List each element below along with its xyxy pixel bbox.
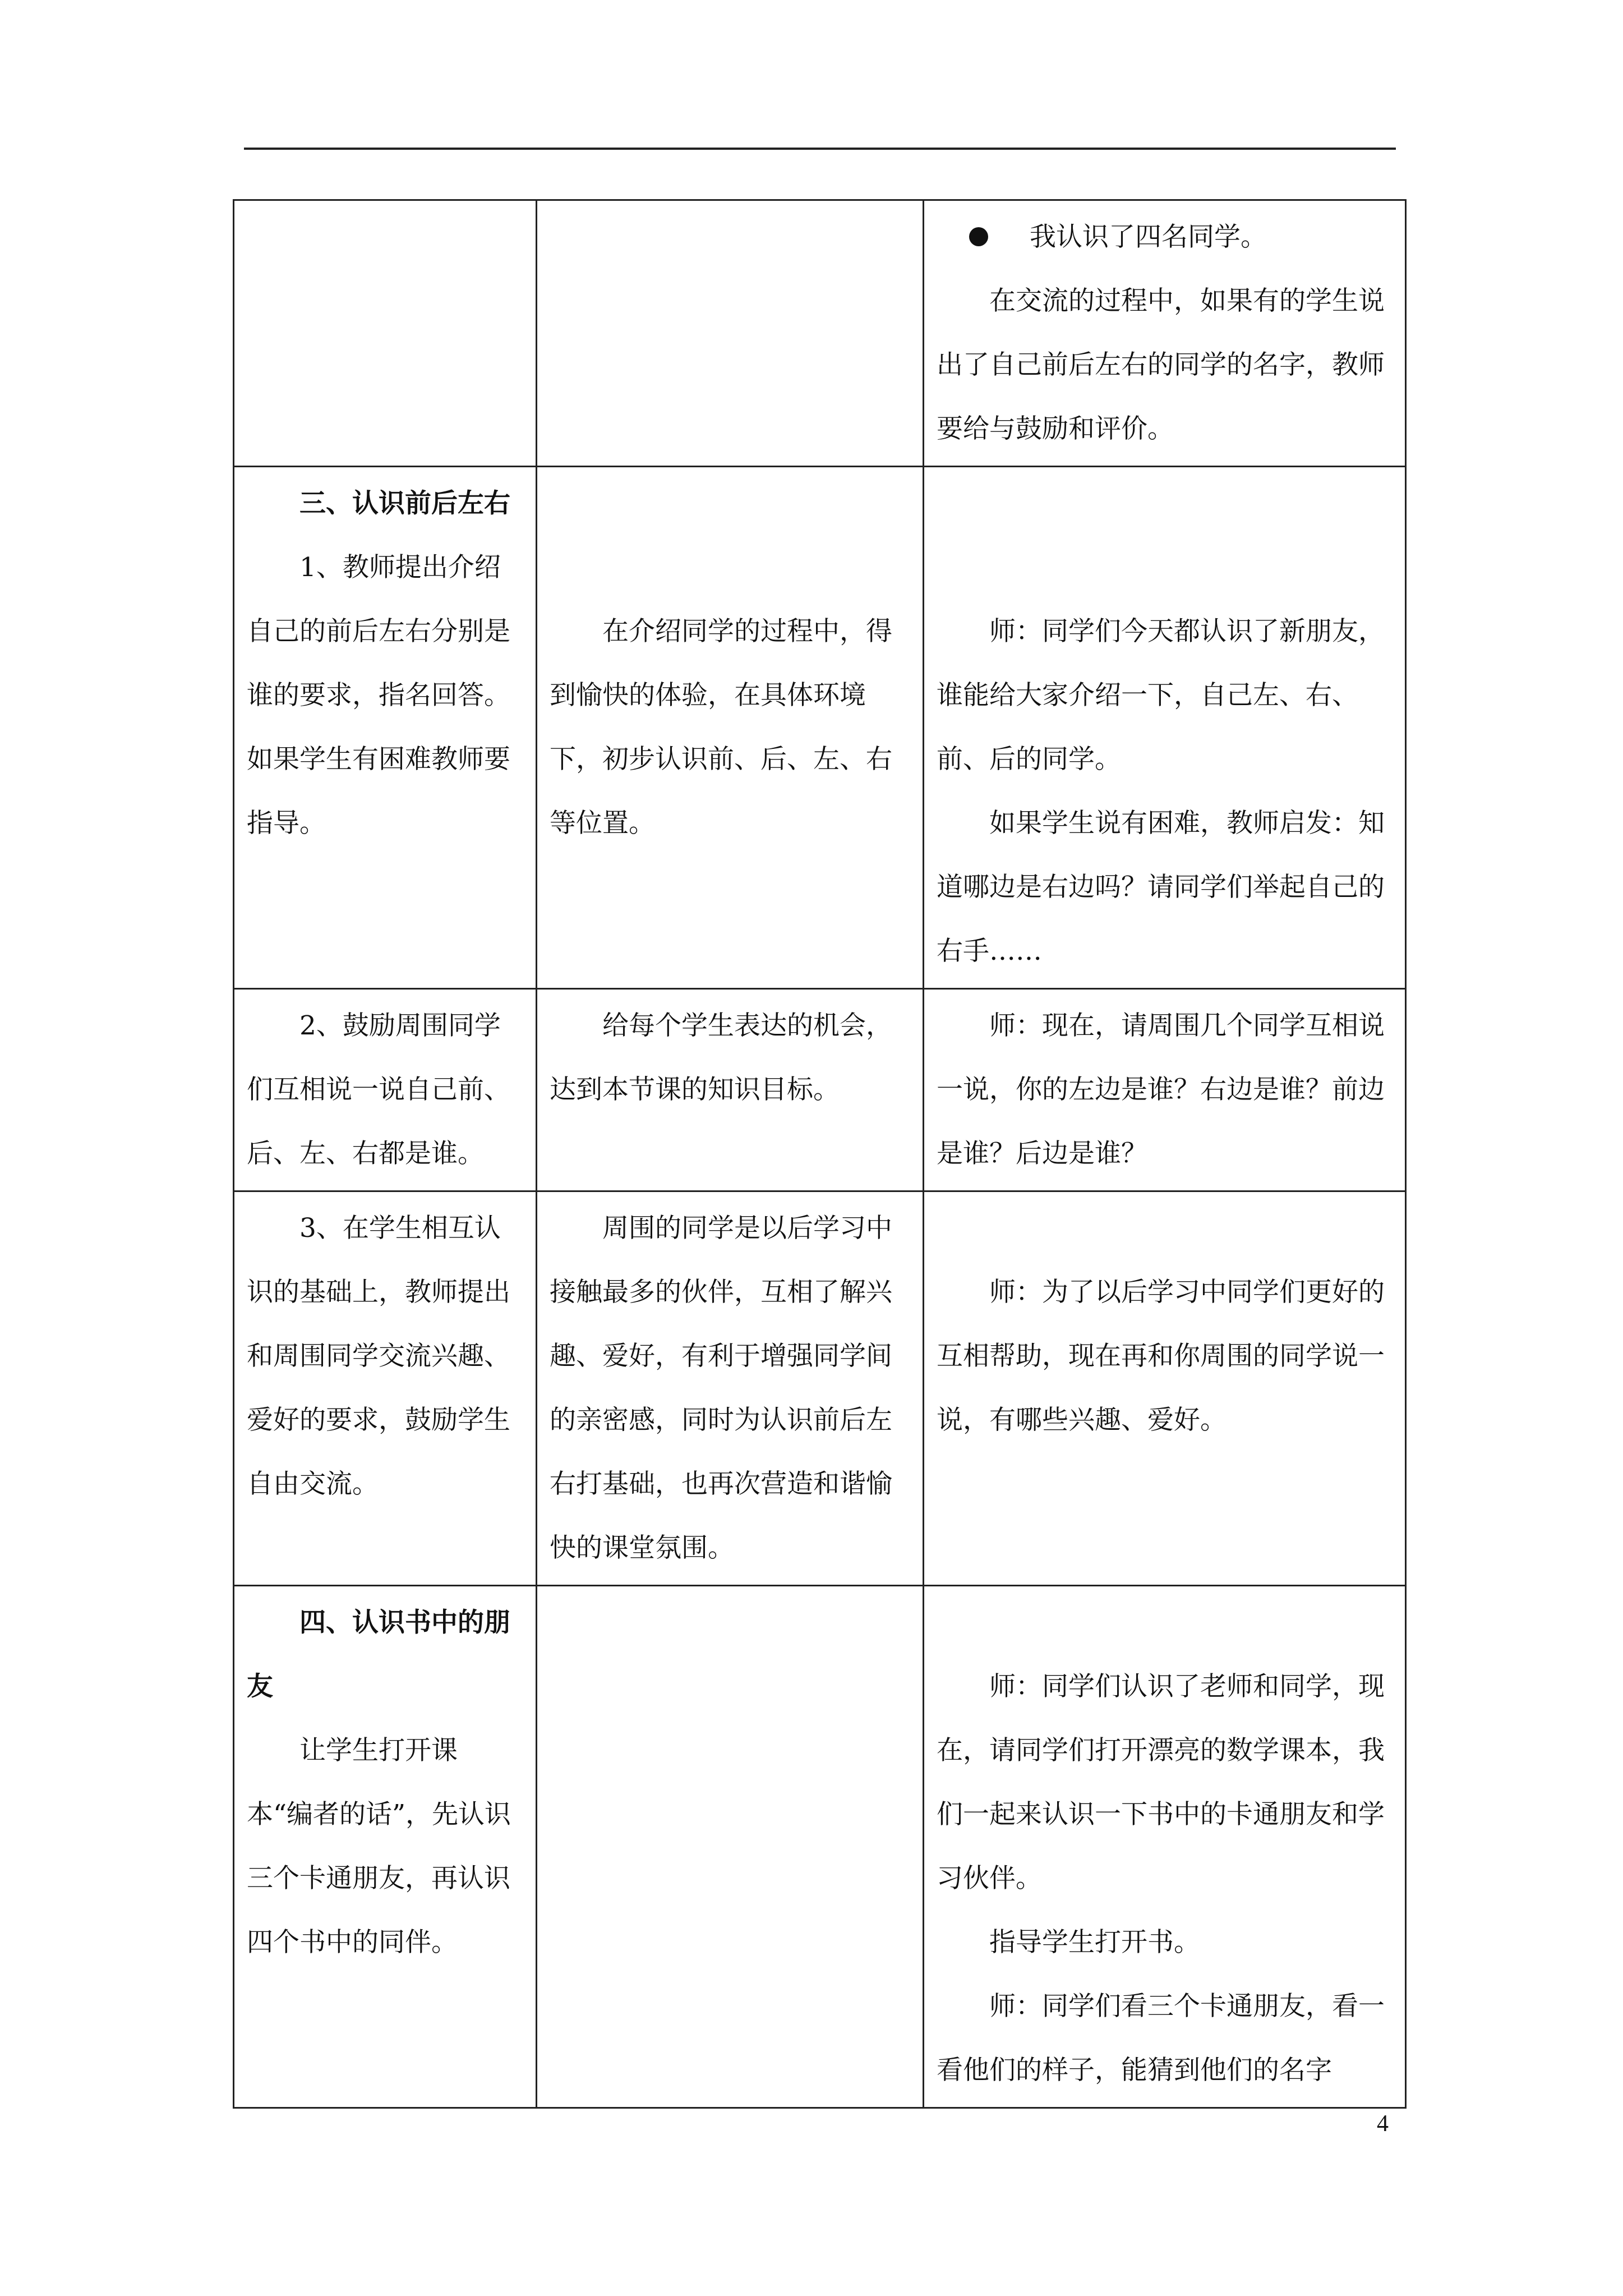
header-rule xyxy=(244,148,1396,150)
paragraph: 在交流的过程中，如果有的学生说出了自己前后左右的同学的名字，教师要给与鼓励和评价。 xyxy=(937,286,1385,444)
paragraph: 师：同学们今天都认识了新朋友，谁能给大家介绍一下，自己左、右、前、后的同学。 xyxy=(937,616,1385,775)
table-row xyxy=(234,467,1406,989)
paragraph: 师：为了以后学习中同学们更好的互相帮助，现在再和你周围的同学说一说，有哪些兴趣、爱好。 xyxy=(937,1277,1385,1435)
teacher-talk-cell xyxy=(924,467,1406,989)
intent-cell xyxy=(537,1586,924,2108)
teacher-talk-cell xyxy=(924,200,1406,467)
bullet-item: 我认识了四名同学。 xyxy=(937,205,1393,269)
bullet-dot-icon xyxy=(969,227,988,246)
paragraph: 在介绍同学的过程中，得到愉快的体验，在具体环境下，初步认识前、后、左、右等位置。 xyxy=(550,616,892,839)
table-row xyxy=(234,1586,1406,2108)
section-heading: 四、认识书中的朋友 xyxy=(247,1607,510,1702)
table-row xyxy=(234,200,1406,467)
intent-cell xyxy=(537,200,924,467)
teacher-talk-cell xyxy=(924,1191,1406,1586)
paragraph: 师：同学们看三个卡通朋友，看一看他们的样子，能猜到他们的名字 xyxy=(937,1991,1385,2086)
page-number: 4 xyxy=(1377,2111,1389,2137)
intent-cell xyxy=(537,467,924,989)
paragraph: 如果学生说有困难，教师启发：知道哪边是右边吗？请同学们举起自己的右手…… xyxy=(937,808,1385,967)
paragraph: 3、在学生相互认识的基础上，教师提出和周围同学交流兴趣、爱好的要求，鼓励学生自由交流。 xyxy=(247,1213,510,1499)
paragraph: 2、鼓励周围同学们互相说一说自己前、后、左、右都是谁。 xyxy=(247,1010,510,1169)
paragraph: 让学生打开课本“编者的话”，先认识三个卡通朋友，再认识四个书中的同伴。 xyxy=(247,1735,511,1958)
paragraph: 周围的同学是以后学习中接触最多的伙伴，互相了解兴趣、爱好，有利于增强同学间的亲密感，同时为认识前后左右打基础，也再次营造和谐愉快的课堂氛围。 xyxy=(550,1213,892,1563)
intent-cell xyxy=(537,1191,924,1586)
intent-cell xyxy=(537,989,924,1191)
table-row xyxy=(234,989,1406,1191)
teacher-talk-cell xyxy=(924,1586,1406,2108)
table-row xyxy=(234,1191,1406,1586)
paragraph: 师：现在，请周围几个同学互相说一说，你的左边是谁？右边是谁？前边是谁？后边是谁？ xyxy=(937,1010,1385,1169)
paragraph: 给每个学生表达的机会，达到本节课的知识目标。 xyxy=(550,1010,892,1105)
activity-cell xyxy=(234,467,537,989)
section-heading: 三、认识前后左右 xyxy=(299,488,510,519)
paragraph: 1、教师提出介绍自己的前后左右分别是谁的要求，指名回答。如果学生有困难教师要指导。 xyxy=(247,552,510,839)
paragraph: 指导学生打开书。 xyxy=(989,1927,1200,1958)
activity-cell xyxy=(234,1191,537,1586)
paragraph: 师：同学们认识了老师和同学，现在，请同学们打开漂亮的数学课本，我们一起来认识一下书中的卡通朋友和学习伙伴。 xyxy=(937,1671,1385,1894)
lesson-plan-table xyxy=(233,199,1407,2109)
activity-cell xyxy=(234,1586,537,2108)
activity-cell xyxy=(234,989,537,1191)
activity-cell xyxy=(234,200,537,467)
teacher-talk-cell xyxy=(924,989,1406,1191)
